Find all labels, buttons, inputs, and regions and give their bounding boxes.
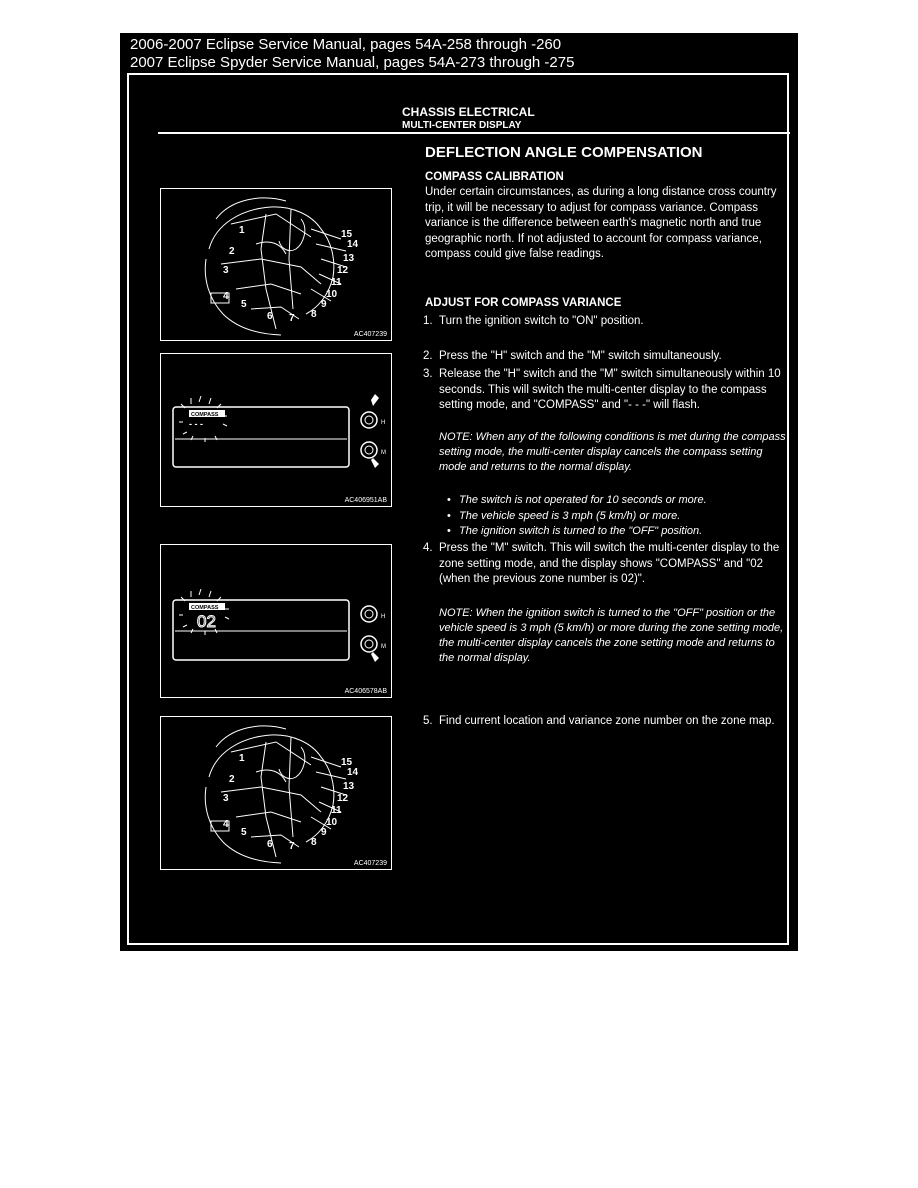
step-number: 4.: [423, 542, 433, 554]
manual-page: [120, 33, 798, 951]
figure-code: AC407239: [353, 331, 387, 338]
zone-label: 11: [331, 805, 342, 816]
zone-label: 15: [341, 229, 353, 240]
zone-label: 7: [289, 313, 295, 324]
step-text: Turn the ignition switch to "ON" position.: [439, 315, 644, 327]
list-item: • The ignition switch is turned to the "OFF" position.: [445, 524, 785, 540]
lcd-zone-number: 02: [197, 612, 216, 631]
step-1: [423, 314, 787, 330]
h-switch-label: H: [381, 420, 386, 426]
m-switch-label: M: [381, 450, 386, 456]
figure-code: AC406951AB: [344, 497, 387, 504]
zone-label: 4: [223, 291, 229, 302]
m-switch-icon: [361, 636, 377, 652]
zone-label: 14: [347, 767, 359, 778]
lcd-dashes: - - -: [189, 419, 203, 429]
section-category: CHASSIS ELECTRICAL: [402, 105, 535, 119]
multi-center-display-illustration: [161, 545, 391, 697]
zone-label: 9: [321, 299, 327, 310]
zone-label: 10: [326, 817, 338, 828]
zone-label: 8: [311, 309, 317, 320]
zone-map-figure-2: [160, 716, 392, 870]
zone-label: 4: [223, 819, 229, 830]
step-number: 5.: [423, 715, 433, 727]
adjust-variance-heading: ADJUST FOR COMPASS VARIANCE: [425, 297, 622, 309]
step-3: [423, 367, 787, 414]
press-arrow-icon: [371, 458, 379, 468]
zone-label: 6: [267, 839, 273, 850]
header-line-1: 2006-2007 Eclipse Service Manual, pages 54A-258 through -260: [130, 36, 562, 53]
h-switch-label: H: [381, 614, 386, 620]
page-title: DEFLECTION ANGLE COMPENSATION: [425, 144, 703, 161]
zone-label: 9: [321, 827, 327, 838]
zone-label: 6: [267, 311, 273, 322]
zone-label: 3: [223, 793, 229, 804]
h-switch-icon: [361, 606, 377, 622]
zone-label: 5: [241, 827, 247, 838]
h-switch-icon: [361, 412, 377, 428]
zone-label: 1: [239, 753, 245, 764]
figure-code: AC406578AB: [344, 688, 387, 695]
figure-code: AC407239: [353, 860, 387, 867]
zone-label: 13: [343, 781, 355, 792]
zone-mode-display-figure: [160, 544, 392, 698]
multi-center-display-illustration: [161, 354, 391, 506]
compass-calibration-heading: COMPASS CALIBRATION: [425, 171, 564, 183]
step-4: [423, 541, 787, 588]
zone-label: 2: [229, 774, 235, 785]
compass-calibration-text: Under certain circumstances, as during a long distance cross country trip, it will be necessary to adjust for compass variance. Compass variance is the difference between earth's magnetic north and true geographic north. If not adjusted to account for compass variance, compass could give false readings.: [425, 186, 777, 260]
m-switch-icon: [361, 442, 377, 458]
section-heading: [402, 106, 535, 132]
zone-map-figure-1: [160, 188, 392, 341]
step-2: [423, 349, 787, 365]
step-number: 1.: [423, 315, 433, 327]
step-text: Press the "M" switch. This will switch the multi-center display to the zone setting mode, and the display shows "COMPASS" and "02 (when the previous zone number is 02)".: [439, 542, 780, 585]
zone-label: 12: [337, 265, 349, 276]
zone-label: 15: [341, 757, 353, 768]
press-arrow-icon: [371, 394, 379, 406]
step-text: Press the "H" switch and the "M" switch simultaneously.: [439, 350, 722, 362]
note-compass-mode: NOTE: When any of the following conditions is met during the compass setting mode, the multi-center display cancels the compass setting mode and returns to the normal display.: [439, 431, 786, 473]
zone-map-illustration: [161, 189, 391, 340]
zone-label: 11: [331, 277, 342, 288]
m-switch-label: M: [381, 644, 386, 650]
list-item: • The switch is not operated for 10 seconds or more.: [445, 493, 785, 509]
zone-label: 13: [343, 253, 355, 264]
lcd-compass-label: COMPASS: [191, 605, 219, 611]
note-zone-mode: NOTE: When the ignition switch is turned to the "OFF" position or the vehicle speed is 3 mph (5 km/h) or more during the zone setting mode, the multi-center display cancels the zone setting mode and returns to the normal display.: [439, 607, 784, 664]
zone-map-illustration: [161, 717, 391, 869]
zone-label: 8: [311, 837, 317, 848]
header-line-2: 2007 Eclipse Spyder Service Manual, pages 54A-273 through -275: [130, 54, 575, 71]
zone-label: 3: [223, 265, 229, 276]
step-number: 2.: [423, 350, 433, 362]
list-item: • The vehicle speed is 3 mph (5 km/h) or more.: [445, 509, 785, 525]
step-text: Find current location and variance zone number on the zone map.: [439, 715, 775, 727]
section-rule: [158, 132, 790, 134]
zone-label: 10: [326, 289, 338, 300]
lcd-compass-label: COMPASS: [191, 412, 219, 418]
cancel-conditions-list: [445, 493, 785, 540]
zone-label: 5: [241, 299, 247, 310]
step-number: 3.: [423, 368, 433, 380]
press-arrow-icon: [371, 652, 379, 662]
step-text: Release the "H" switch and the "M" switch simultaneously within 10 seconds. This will switch the multi-center display to the compass setting mode, and "COMPASS" and "- - -" will flash.: [439, 368, 781, 411]
compass-mode-display-figure: [160, 353, 392, 507]
step-5: [423, 714, 787, 730]
zone-label: 1: [239, 225, 245, 236]
zone-label: 14: [347, 239, 359, 250]
zone-label: 7: [289, 841, 295, 852]
zone-label: 12: [337, 793, 349, 804]
zone-label: 2: [229, 246, 235, 257]
section-subcategory: MULTI-CENTER DISPLAY: [402, 120, 522, 131]
